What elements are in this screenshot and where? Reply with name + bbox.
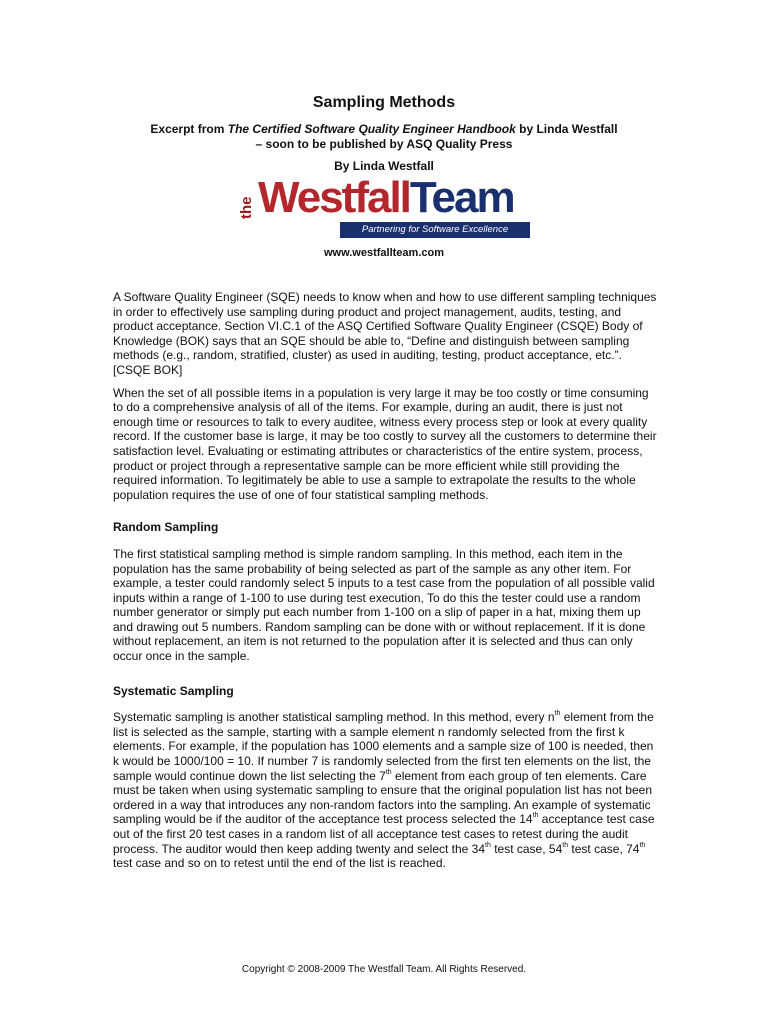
random-sampling-paragraph: The first statistical sampling method is simple random sampling. In this method, each item in the population has the same probability of being selected as part of the sample as any other item. For example, a tester could randomly select 5 inputs to a test case from the population of all possible valid inputs within a range of 1-100 to use during test execution, To do this the tester could use a random number generator or simply put each number from 1-100 on a slip of paper in a hat, mixing them up and drawing out 5 numbers. Random sampling can be done with or without replacement. If it is done without replacement, an item is not returned to the population after it is selected and thus can only occur once in the sample. — [113, 546, 655, 664]
westfall-team-logo — [238, 173, 530, 240]
body-text — [113, 290, 661, 879]
sys-text-6: test case, 74 — [568, 841, 640, 856]
logo-the: the — [238, 196, 255, 220]
sup-th: th — [562, 841, 569, 849]
logo-tagline: Partnering for Software Excellence — [340, 222, 530, 238]
logo-westfall: Westfall — [258, 173, 410, 222]
website-url: www.westfallteam.com — [323, 247, 445, 259]
sys-text-7: test case and so on to retest until the end of the list is reached. — [113, 856, 446, 871]
copyright-footer: Copyright © 2008-2009 The Westfall Team. All Rights Reserved. — [241, 964, 527, 975]
intro-paragraph-2: When the set of all possible items in a population is very large it may be too costly or time consuming to do a comprehensive analysis of all of the items. For example, during an audit, there is just not enough time or resources to talk to every auditee, witness every process step or look at every quality record. If the customer base is large, it may be too costly to survey all the customers to determine their satisfaction level. Evaluating or estimating attributes or characteristics of the entire system, process, product or project through a representative sample can be more efficient while still providing the required information. To legitimately be able to use a sample to extrapolate the results to the whole population requires the use of one of four statistical sampling methods. — [113, 385, 657, 502]
sup-th: th — [485, 841, 491, 849]
random-sampling-heading: Random Sampling — [113, 520, 219, 535]
sys-text-5: test case, 54 — [490, 841, 563, 856]
excerpt-note — [0, 122, 768, 151]
byline: By Linda Westfall — [334, 159, 434, 173]
page-title: Sampling Methods — [312, 94, 456, 111]
logo-team: Team — [409, 173, 514, 222]
excerpt-author: by Linda Westfall — [515, 122, 618, 136]
sup-th: th — [554, 710, 561, 718]
sup-th: th — [639, 841, 646, 849]
systematic-sampling-heading: Systematic Sampling — [113, 683, 234, 698]
sys-text-4: acceptance test case out of the first 20 test cases in a random list of all acceptance test cases to retest during the audit process. The auditor would then keep adding twenty and select the 34 — [113, 812, 655, 856]
book-title: The Certified Software Quality Engineer Handbook — [227, 122, 516, 136]
sup-th: th — [385, 768, 392, 776]
sys-text-3: element from each group of ten elements. Care must be taken when using systematic sampling to ensure that the original population list has not been ordered in a way that introduces any non-random factors into the sampling. An example of systematic sampling would be if the auditor of the acceptance test process selected the 14 — [113, 768, 652, 827]
excerpt-prefix: Excerpt from — [150, 122, 228, 136]
logo-wordmark — [258, 172, 514, 224]
sys-text-2: element from the list is selected as the sample, starting with a sample element n randomly selected from the first k elements. For example, if the population has 1000 elements and a sample size of 100 is needed, then k would be 1000/100 = 10. If number 7 is randomly selected from the first ten elements on the list, the sample would continue down the list selecting the 7 — [113, 710, 654, 783]
sup-th: th — [532, 812, 539, 820]
excerpt-publisher: – soon to be published by ASQ Quality Press — [255, 136, 513, 151]
sys-text-1: Systematic sampling is another statistical sampling method. In this method, every n — [113, 710, 555, 725]
intro-paragraph-1: A Software Quality Engineer (SQE) needs to know when and how to use different sampling techniques in order to effectively use sampling during product and project management, audits, testing, and product acceptance. Section VI.C.1 of the ASQ Certified Software Quality Engineer (CSQE) Body of Knowledge (BOK) says that an SQE should be able to, “Define and distinguish between sampling methods (e.g., random, stratified, cluster) as used in auditing, testing, product acceptance, etc.”. [CSQE BOK] — [113, 290, 657, 377]
systematic-sampling-paragraph — [113, 710, 661, 871]
